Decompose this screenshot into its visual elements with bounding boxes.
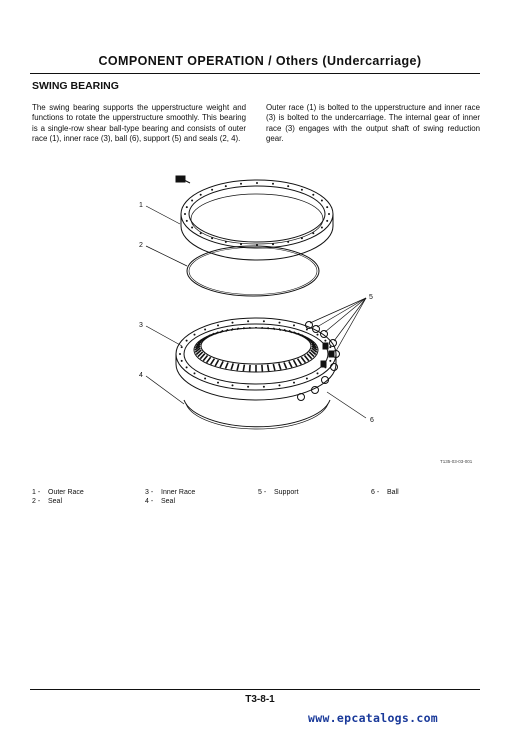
callout-6: 6 (370, 417, 374, 424)
watermark-link[interactable]: www.epcatalogs.com (308, 711, 439, 725)
legend-item-seal: 2 - Seal (32, 498, 63, 505)
paragraph-left: The swing bearing supports the upperstructure weight and functions to rotate the upperstructure smoothly. This bearing is a single-row shear ball-type bearing and consists of outer race (1), inner race (3), ball (6), support (5) and seals (2, 4). (32, 103, 246, 143)
swing-bearing-exploded-diagram (120, 168, 490, 468)
callout-1: 1 (139, 202, 143, 209)
legend-item-seal-2: 4 - Seal (145, 498, 176, 505)
callout-4: 4 (139, 372, 143, 379)
callout-5: 5 (369, 294, 373, 301)
body-column-right (266, 103, 480, 144)
legend-item-outer-race: 1 - Outer Race (32, 489, 84, 496)
page-number: T3-8-1 (245, 694, 275, 705)
seal-bottom-drawing (184, 400, 330, 429)
callout-3: 3 (139, 322, 143, 329)
section-title: SWING BEARING (32, 80, 119, 92)
callout-leader-lines (146, 206, 366, 418)
seal-top-drawing (187, 246, 319, 296)
body-column-left (32, 103, 246, 144)
legend-item-support: 5 - Support (258, 489, 299, 496)
figure-reference-code: T135-03-03-001 (440, 459, 473, 464)
footer-divider (30, 689, 480, 690)
header-divider (30, 73, 480, 74)
legend-item-ball: 6 - Ball (371, 489, 399, 496)
callout-2: 2 (139, 242, 143, 249)
legend-item-inner-race: 3 - Inner Race (145, 489, 196, 496)
page-header-title: COMPONENT OPERATION / Others (Undercarriage) (98, 54, 422, 68)
paragraph-right: Outer race (1) is bolted to the upperstructure and inner race (3) is bolted to the undercarriage. The internal gear of inner race (3) engages with the output shaft of swing reduction gear. (266, 103, 480, 143)
